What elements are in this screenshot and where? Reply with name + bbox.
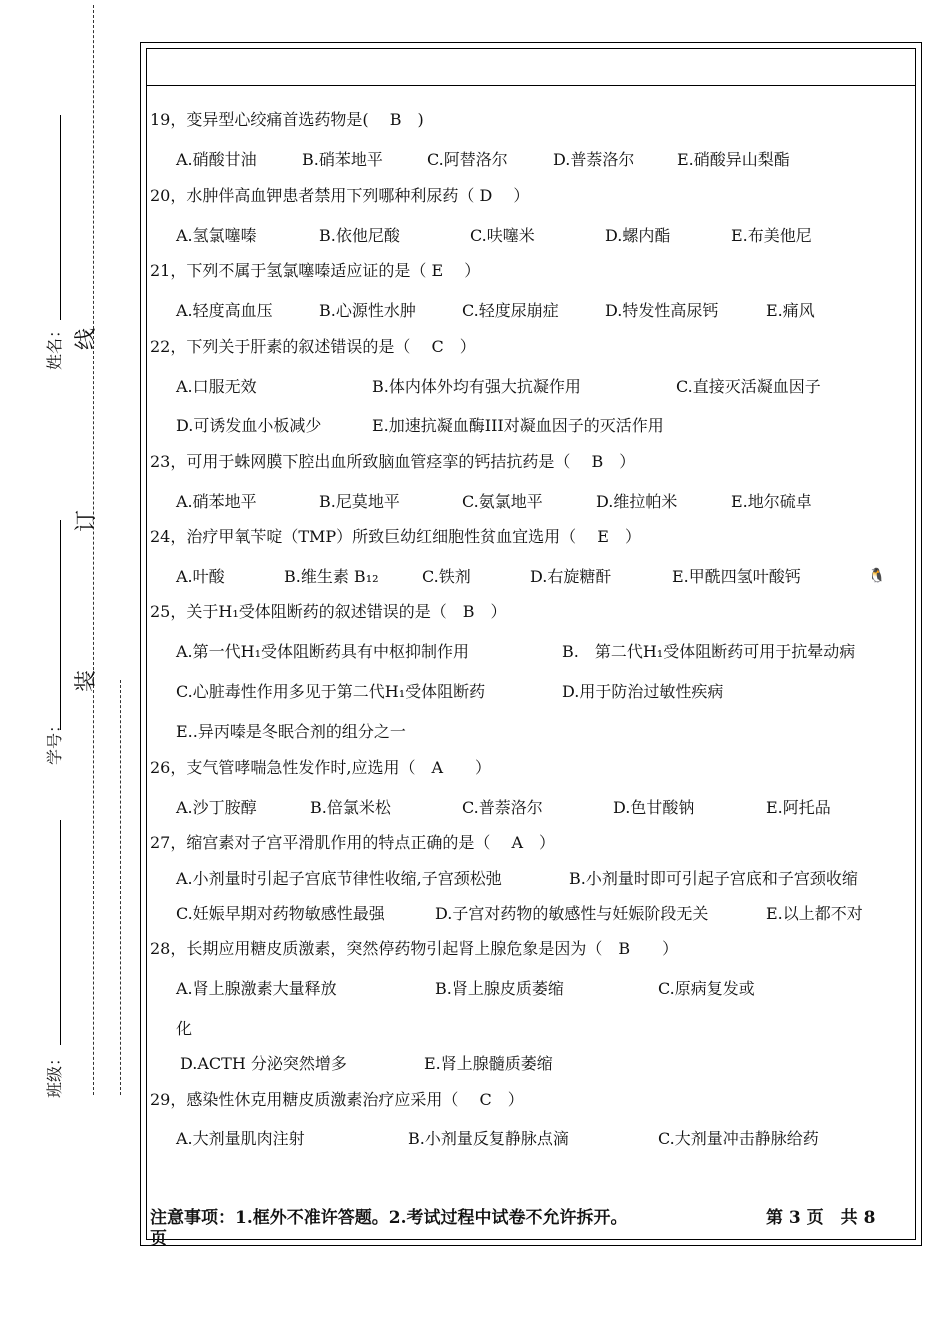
- answer-option: D.子宫对药物的敏感性与妊娠阶段无关: [435, 904, 709, 923]
- name-label: 姓名：: [45, 321, 64, 370]
- question-stem: 21，下列不属于氢氯噻嗪适应证的是（ E ）: [150, 261, 481, 280]
- question-stem: 19，变异型心绞痛首选药物是( B ): [150, 110, 424, 129]
- page-number: 第 3 页 共 8: [766, 1208, 876, 1228]
- answer-option: E.以上都不对: [766, 904, 863, 923]
- answer-option: B.维生素 B₁₂: [284, 567, 379, 586]
- answer-option: A.口服无效: [176, 377, 257, 396]
- binding-dash-line-bottom: [93, 680, 94, 1095]
- answer-option: E.硝酸异山梨酯: [677, 150, 790, 169]
- answer-option: C.妊娠早期对药物敏感性最强: [176, 904, 385, 923]
- question-stem: 22，下列关于肝素的叙述错误的是（ C ）: [150, 337, 476, 356]
- answer-option: A.轻度高血压: [176, 301, 273, 320]
- answer-option: E..异丙嗪是冬眠合剂的组分之一: [176, 722, 406, 741]
- answer-option: E.甲酰四氢叶酸钙: [672, 567, 801, 586]
- answer-option: D.色甘酸钠: [613, 798, 695, 817]
- answer-option: B.小剂量时即可引起子宫底和子宫颈收缩: [569, 869, 858, 888]
- answer-option: C.铁剂: [422, 567, 471, 586]
- binding-dash-line-inner: [120, 680, 121, 1095]
- answer-option: E.肾上腺髓质萎缩: [424, 1054, 553, 1073]
- answer-option: C.阿替洛尔: [427, 150, 508, 169]
- id-label: 学号：: [45, 716, 64, 765]
- answer-option: A.小剂量时引起子宫底节律性收缩,子宫颈松弛: [176, 869, 502, 888]
- binding-char-staple: 订: [74, 510, 99, 533]
- answer-option: C.普萘洛尔: [462, 798, 543, 817]
- id-underline: [60, 520, 61, 730]
- answer-option: C.氨氯地平: [462, 492, 543, 511]
- answer-option: C.直接灭活凝血因子: [676, 377, 821, 396]
- answer-option: B.倍氯米松: [310, 798, 391, 817]
- answer-option: B.依他尼酸: [319, 226, 400, 245]
- answer-option: B.肾上腺皮质萎缩: [435, 979, 564, 998]
- penguin-icon: 🐧: [868, 568, 886, 584]
- answer-option: B.尼莫地平: [319, 492, 400, 511]
- answer-option: C.呋噻米: [470, 226, 535, 245]
- answer-option: A.沙丁胺醇: [176, 798, 257, 817]
- binding-char-line: 线: [74, 328, 99, 351]
- answer-option: A.第一代H₁受体阻断药具有中枢抑制作用: [176, 642, 470, 661]
- answer-option: D.特发性高尿钙: [605, 301, 719, 320]
- binding-char-bind: 装: [74, 670, 99, 693]
- question-stem: 28，长期应用糖皮质激素，突然停药物引起肾上腺危象是因为（ B ）: [150, 939, 679, 958]
- answer-option: C.原病复发或: [658, 979, 755, 998]
- answer-option: C.心脏毒性作用多见于第二代H₁受体阻断药: [176, 682, 486, 701]
- answer-option: D.ACTH 分泌突然增多: [180, 1054, 347, 1073]
- answer-option: E.加速抗凝血酶III对凝血因子的灭活作用: [372, 416, 664, 435]
- class-underline: [60, 820, 61, 1045]
- answer-option: A.大剂量肌肉注射: [176, 1129, 305, 1148]
- answer-option: A.肾上腺激素大量释放: [176, 979, 337, 998]
- answer-option: D.用于防治过敏性疾病: [562, 682, 724, 701]
- answer-option: E.阿托品: [766, 798, 831, 817]
- answer-option: A.硝苯地平: [176, 492, 257, 511]
- footer-notice: 注意事项：1.框外不准许答题。2.考试过程中试卷不允许拆开。: [150, 1208, 628, 1228]
- answer-option: E.地尔硫卓: [731, 492, 812, 511]
- answer-option: D.可诱发血小板减少: [176, 416, 322, 435]
- question-stem: 25，关于H₁受体阻断药的叙述错误的是（ B ）: [150, 602, 507, 621]
- class-label: 班级：: [45, 1049, 64, 1098]
- answer-option: A.氢氯噻嗪: [176, 226, 257, 245]
- name-underline: [60, 115, 61, 320]
- answer-option: D.右旋糖酐: [530, 567, 612, 586]
- answer-option: B.小剂量反复静脉点滴: [408, 1129, 569, 1148]
- question-stem: 26，支气管哮喘急性发作时,应选用（ A ）: [150, 758, 492, 777]
- answer-option: A.硝酸甘油: [176, 150, 257, 169]
- answer-option: D.螺内酯: [605, 226, 671, 245]
- answer-option: 化: [176, 1019, 193, 1038]
- answer-option: E.布美他尼: [731, 226, 812, 245]
- answer-option: A.叶酸: [176, 567, 225, 586]
- answer-option: C.大剂量冲击静脉给药: [658, 1129, 819, 1148]
- header-rule: [146, 85, 916, 86]
- question-stem: 27，缩宫素对子宫平滑肌作用的特点正确的是（ A ）: [150, 833, 556, 852]
- answer-option: D.普萘洛尔: [553, 150, 635, 169]
- answer-option: B.体内体外均有强大抗凝作用: [372, 377, 581, 396]
- question-stem: 23，可用于蛛网膜下腔出血所致脑血管痉挛的钙拮抗药是（ B ）: [150, 452, 636, 471]
- answer-option: B.心源性水肿: [319, 301, 416, 320]
- answer-option: B.硝苯地平: [302, 150, 383, 169]
- question-stem: 29，感染性休克用糖皮质激素治疗应采用（ C ）: [150, 1090, 524, 1109]
- answer-option: B. 第二代H₁受体阻断药可用于抗晕动病: [562, 642, 856, 661]
- page-number-tail: 页: [150, 1229, 167, 1249]
- answer-option: C.轻度尿崩症: [462, 301, 559, 320]
- question-stem: 20，水肿伴高血钾患者禁用下列哪种利尿药（ D ）: [150, 186, 530, 205]
- answer-option: E.痛风: [766, 301, 815, 320]
- question-stem: 24，治疗甲氧苄啶（TMP）所致巨幼红细胞性贫血宜选用（ E ）: [150, 527, 641, 546]
- answer-option: D.维拉帕米: [596, 492, 678, 511]
